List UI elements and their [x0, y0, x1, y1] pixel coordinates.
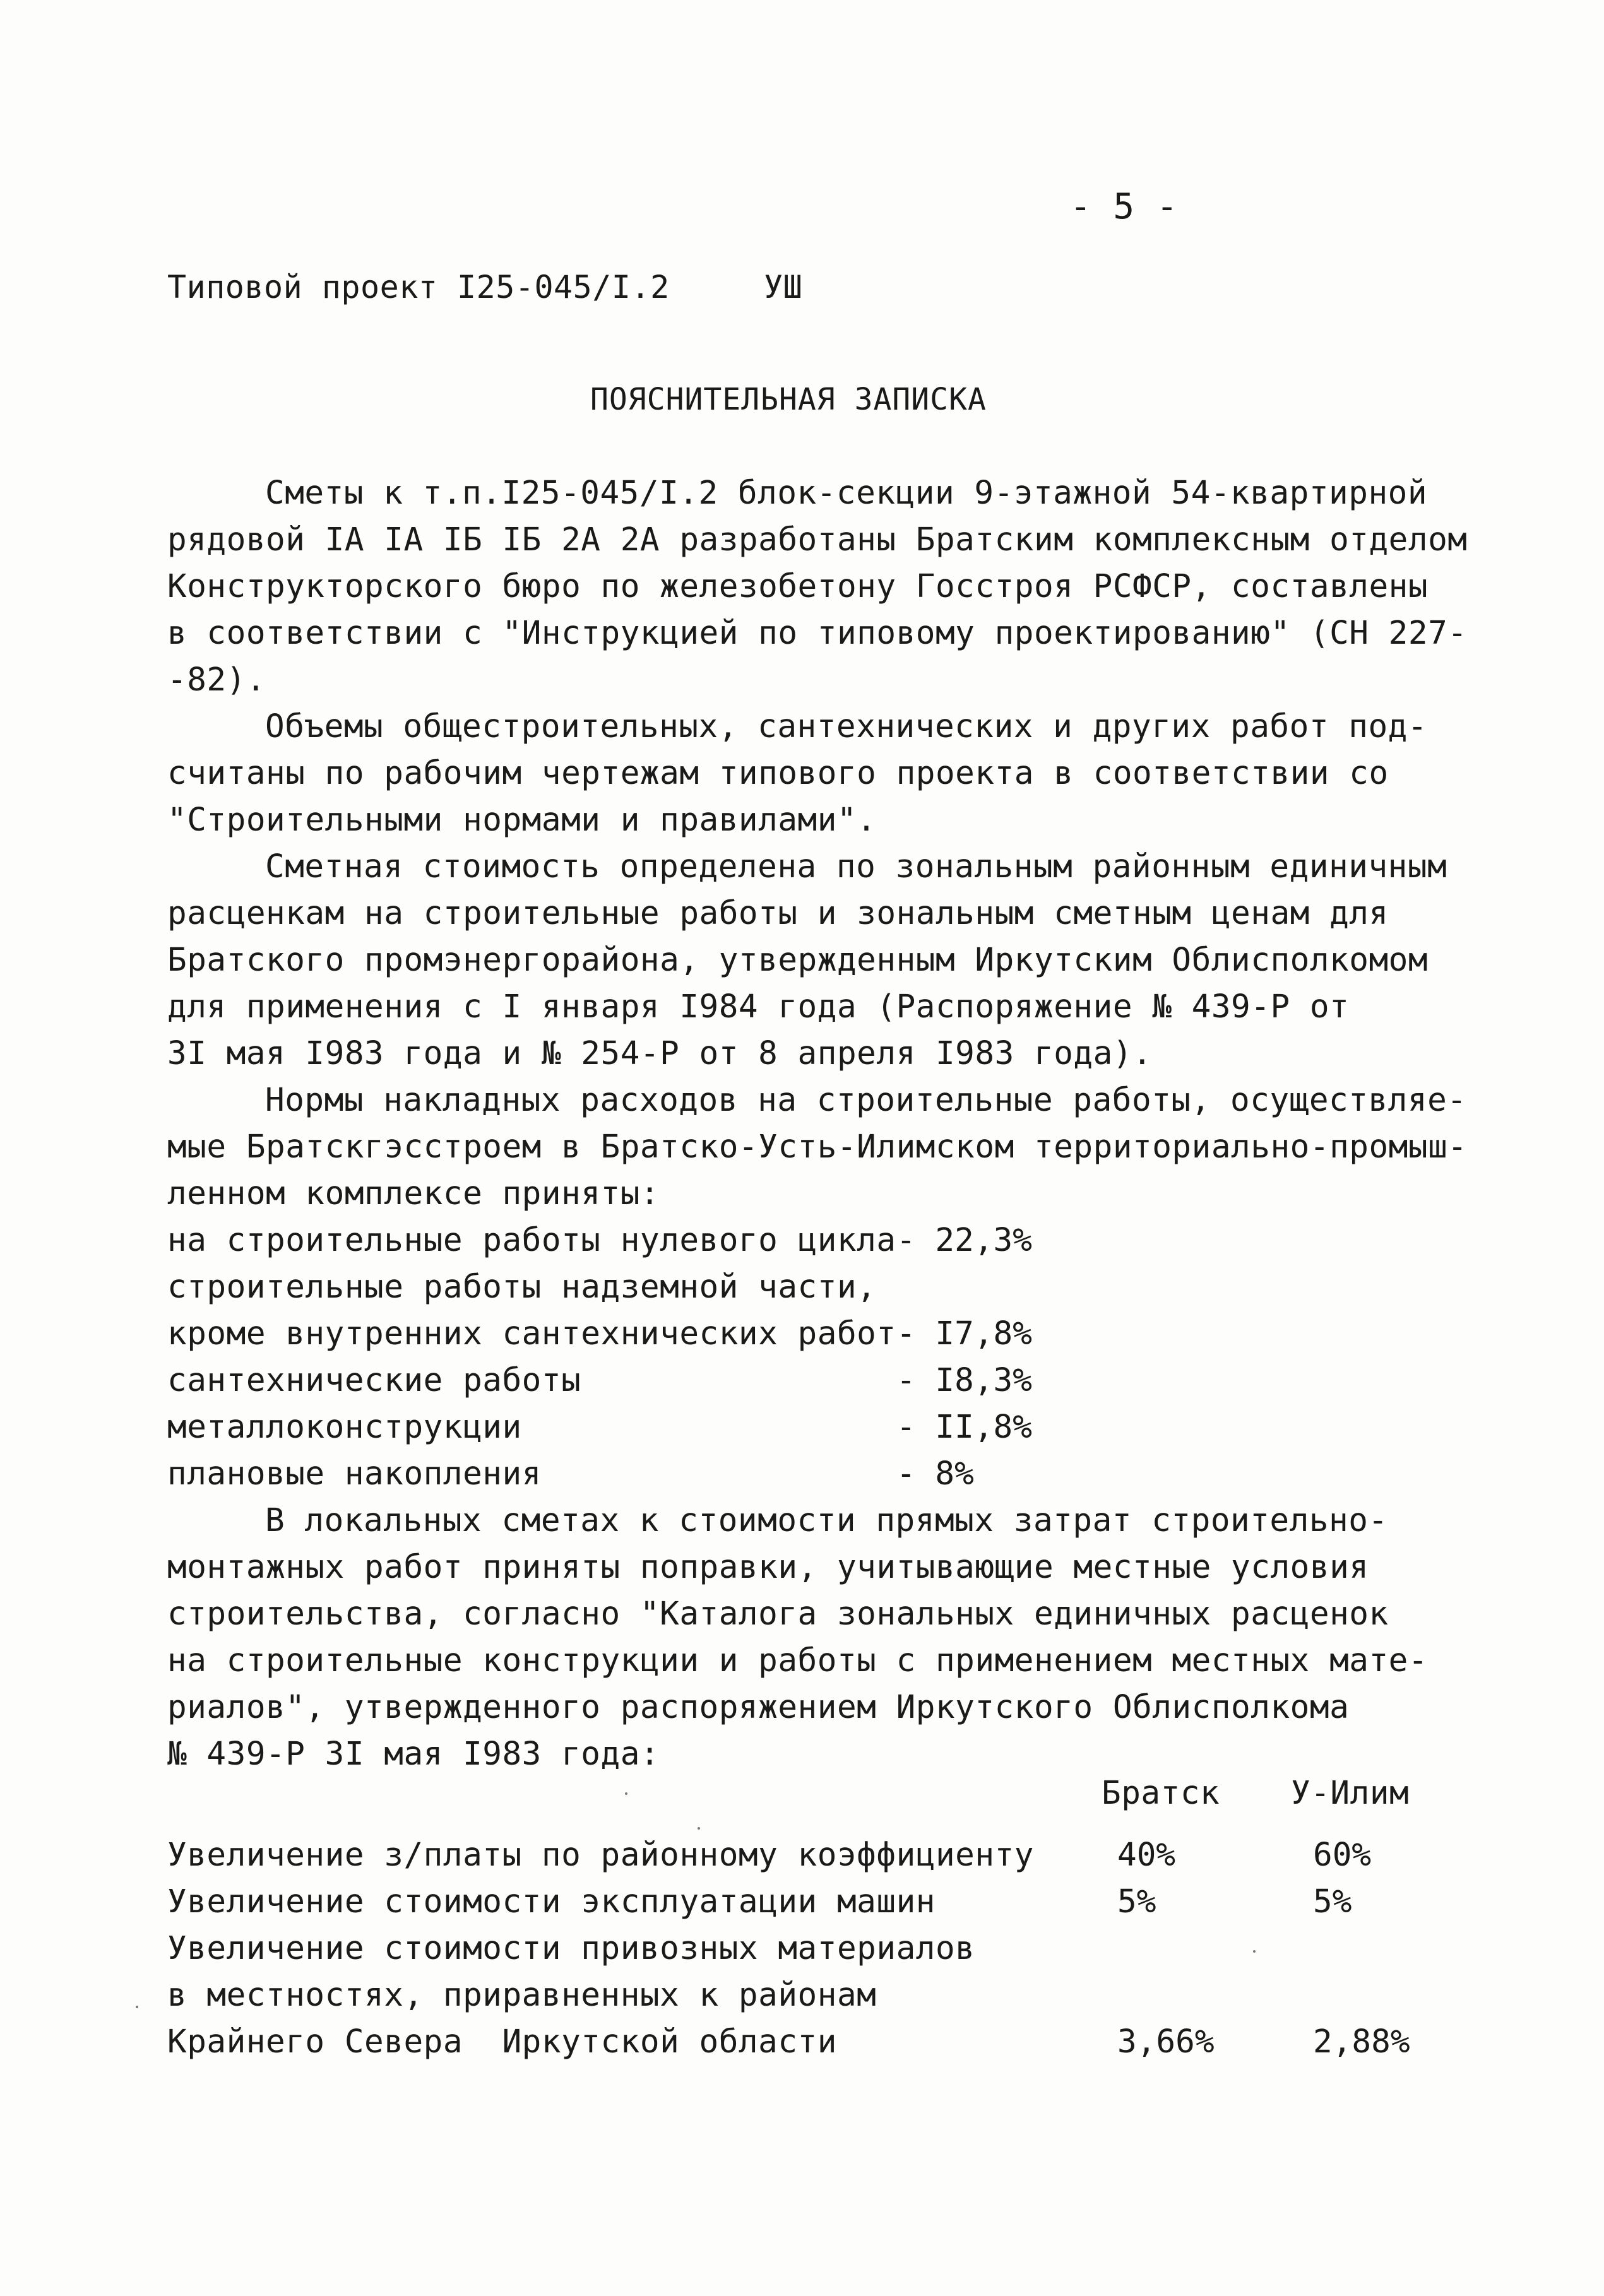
paragraph-1-line: Сметы к т.п.I25-045/I.2 блок-секции 9-этажной 54-квартирной — [265, 475, 1428, 512]
paragraph-1-line: в соответствии с "Инструкцией по типовому проектированию" (СН 227- — [167, 615, 1468, 652]
table-row-label: Увеличение з/платы по районному коэффициенту — [167, 1837, 1035, 1874]
project-designation: Типовой проект I25-045/I.2 — [167, 269, 670, 305]
paragraph-3-line: расценкам на строительные работы и зональным сметным ценам для — [167, 895, 1389, 932]
paragraph-2-line: "Строительными нормами и правилами". — [167, 802, 877, 839]
norm-label: плановые накопления — [167, 1455, 542, 1493]
album-number: УШ — [764, 269, 803, 305]
paragraph-2-line: считаны по рабочим чертежам типового проекта в соответствии со — [167, 755, 1389, 792]
paragraph-3-line: Сметная стоимость определена по зональным районным единичным — [265, 848, 1447, 885]
paragraph-4-line: Нормы накладных расходов на строительные работы, осуществляе- — [265, 1082, 1467, 1119]
paragraph-3-line: для применения с I января I984 года (Распоряжение № 439-Р от — [167, 988, 1350, 1026]
norm-label: кроме внутренних сантехнических работ — [167, 1315, 896, 1352]
paragraph-3-line: 3I мая I983 года и № 254-Р от 8 апреля I983 года). — [167, 1035, 1153, 1072]
paragraph-5-line: монтажных работ приняты поправки, учитывающие местные условия — [167, 1549, 1369, 1586]
column-header-ust-ilim: У-Илим — [1291, 1775, 1410, 1812]
page-number: - 5 - — [1070, 186, 1179, 227]
scan-speck — [136, 2006, 138, 2008]
paragraph-4-line: мые Братскгэсстроем в Братско-Усть-Илимском территориально-промыш- — [167, 1128, 1468, 1166]
table-cell-bratsk: 5% — [1117, 1883, 1156, 1920]
table-cell-ust-ilim: 60% — [1313, 1837, 1372, 1874]
paragraph-2-line: Объемы общестроительных, сантехнических и других работ под- — [265, 708, 1428, 745]
document-title: ПОЯСНИТЕЛЬНАЯ ЗАПИСКА — [590, 382, 987, 417]
norm-label: на строительные работы нулевого цикла — [167, 1222, 896, 1259]
norm-value: - II,8% — [896, 1409, 1032, 1446]
norm-value: - I8,3% — [896, 1362, 1032, 1399]
paragraph-5-line: на строительные конструкции и работы с применением местных мате- — [167, 1642, 1429, 1679]
table-row-label: Крайнего Севера Иркутской области — [167, 2023, 837, 2061]
norm-value: - 8% — [896, 1455, 974, 1493]
scan-speck — [1253, 1950, 1256, 1953]
column-header-bratsk: Братск — [1102, 1775, 1220, 1812]
paragraph-5-line: № 439-Р 3I мая I983 года: — [167, 1736, 660, 1773]
table-cell-bratsk: 40% — [1117, 1837, 1176, 1874]
norm-value: - 22,3% — [896, 1222, 1032, 1259]
paragraph-1-line: -82). — [167, 661, 266, 699]
norm-label: строительные работы надземной части, — [167, 1269, 877, 1306]
table-row-label: в местностях, приравненных к районам — [167, 1977, 877, 2014]
paragraph-5-line: В локальных сметах к стоимости прямых затрат строительно- — [265, 1502, 1388, 1539]
norm-label: сантехнические работы — [167, 1362, 581, 1399]
scan-speck — [698, 1827, 700, 1830]
norm-label: металлоконструкции — [167, 1409, 522, 1446]
paragraph-5-line: риалов", утвержденного распоряжением Иркутского Облисполкома — [167, 1689, 1350, 1726]
paragraph-1-line: рядовой IA IA IБ IБ 2A 2A разработаны Братским комплексным отделом — [167, 521, 1468, 559]
paragraph-1-line: Конструкторского бюро по железобетону Госстроя РСФСР, составлены — [167, 568, 1429, 605]
paragraph-3-line: Братского промэнергорайона, утвержденным Иркутским Облисполкомом — [167, 942, 1429, 979]
table-row-label: Увеличение стоимости привозных материалов — [167, 1930, 975, 1967]
scan-speck — [625, 1792, 627, 1795]
table-cell-bratsk: 3,66% — [1117, 2023, 1215, 2061]
table-row-label: Увеличение стоимости эксплуатации машин — [167, 1883, 936, 1920]
norm-value: - I7,8% — [896, 1315, 1032, 1352]
paragraph-5-line: строительства, согласно "Каталога зональных единичных расценок — [167, 1595, 1389, 1633]
paragraph-4-line: ленном комплексе приняты: — [167, 1175, 660, 1212]
table-cell-ust-ilim: 2,88% — [1313, 2023, 1410, 2061]
table-cell-ust-ilim: 5% — [1313, 1883, 1352, 1920]
